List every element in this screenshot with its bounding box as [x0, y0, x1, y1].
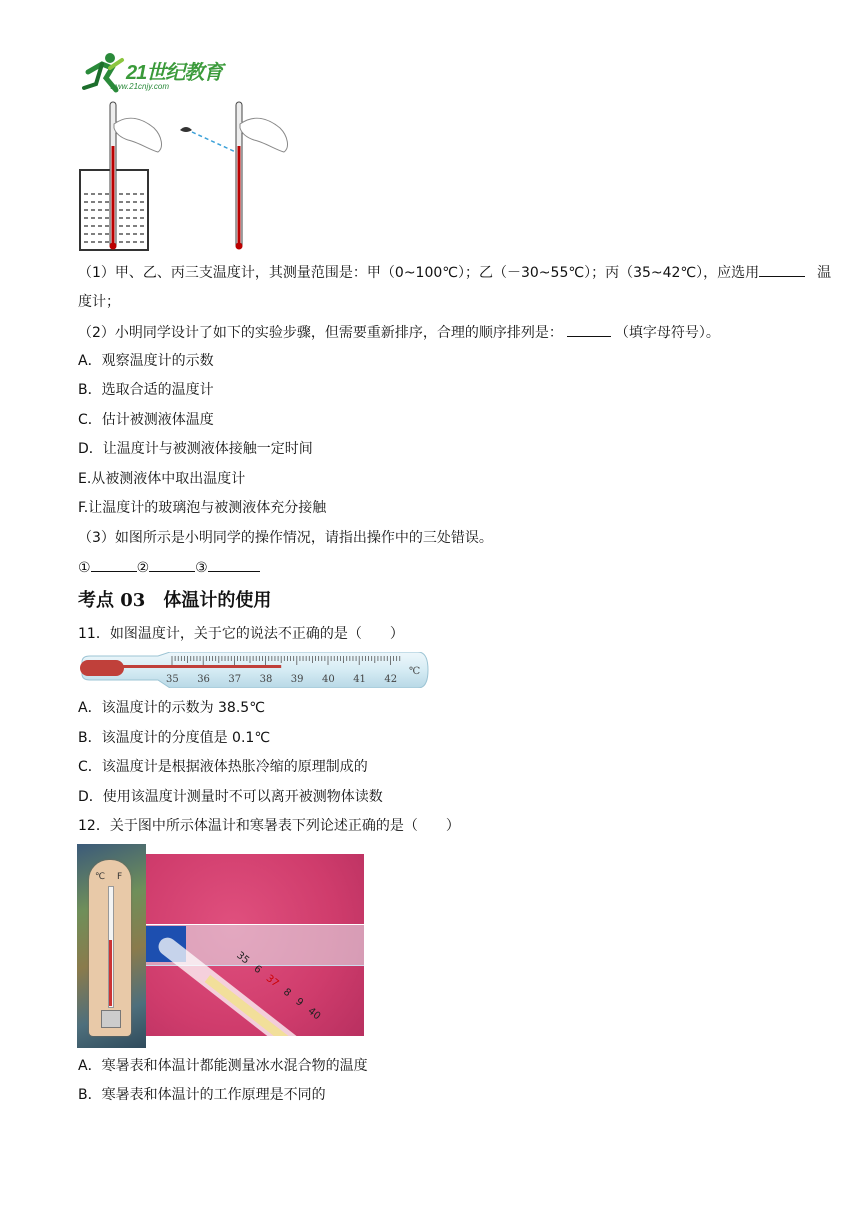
q10-part2-tail: （填字母符号）。: [614, 325, 720, 341]
wall-thermometer-board: [89, 860, 131, 1036]
eye-icon: [180, 127, 192, 132]
q10-part2: [78, 322, 720, 343]
q10-option-e: E.从被测液体中取出温度计: [78, 471, 246, 487]
blank-marker-3: ③: [195, 560, 208, 576]
logo: [80, 50, 250, 94]
scale-label: 40: [322, 674, 335, 685]
hand-icon: [114, 118, 161, 152]
q10-option-f: F.让温度计的玻璃泡与被测液体充分接触: [78, 500, 327, 516]
bulb-icon: [80, 660, 124, 676]
blank-marker-1: ①: [78, 560, 91, 576]
scale-label: 37: [228, 674, 242, 685]
scale-label: 42: [384, 674, 398, 685]
experiment-figure: [78, 98, 308, 254]
answer-blank[interactable]: [91, 557, 137, 572]
q11-option-a: A．该温度计的示数为 38.5℃: [78, 700, 265, 716]
scale-label: 39: [290, 674, 304, 685]
clinical-thermometer-photo: [146, 854, 364, 1036]
logo-sub-text: www.21cnjy.com: [110, 82, 169, 91]
q10-part1: [78, 262, 831, 283]
q10-option-d: D．让温度计与被测液体接触一定时间: [78, 441, 313, 457]
digit-36: 6: [251, 963, 264, 977]
celsius-label: ℃: [95, 872, 106, 882]
answer-blank[interactable]: [149, 557, 195, 572]
q12-option-a: A．寒暑表和体温计都能测量冰水混合物的温度: [78, 1058, 368, 1074]
fahrenheit-label: F: [117, 872, 123, 882]
q12-option-b: B．寒暑表和体温计的工作原理是不同的: [78, 1087, 326, 1103]
answer-blank[interactable]: [759, 262, 805, 277]
logo-main-text: 21世纪教育: [126, 62, 223, 84]
mercury-column: [122, 665, 281, 668]
q11-option-d: D．使用该温度计测量时不可以离开被测物体读数: [78, 789, 383, 805]
q10-part1-cont: 度计；: [78, 294, 120, 310]
digit-39: 9: [293, 996, 306, 1009]
q10-part3: （3）如图所示是小明同学的操作情况，请指出操作中的三处错误。: [78, 530, 493, 546]
q10-part1-text: （1）甲、乙、丙三支温度计，其测量范围是：甲（0~100℃）；乙（－30~55℃）；丙（35~42℃），应选用: [78, 265, 760, 281]
answer-blank[interactable]: [567, 322, 611, 337]
digit-38: 8: [281, 986, 293, 1000]
wall-thermometer-liquid: [109, 940, 112, 1006]
scale-label: 38: [259, 674, 273, 685]
q10-part1-tail: 温: [817, 265, 832, 281]
q10-option-b: B．选取合适的温度计: [78, 382, 214, 398]
clinical-thermometer-figure: [78, 652, 430, 688]
q10-option-a: A．观察温度计的示数: [78, 353, 214, 369]
wall-thermometer-base: [101, 1010, 121, 1028]
q10-part2-text: （2）小明同学设计了如下的实验步骤，但需要重新排序，合理的顺序排列是：: [78, 325, 563, 341]
q10-blanks: [78, 557, 260, 578]
section-title: 考点 03 体温计的使用: [78, 590, 272, 611]
scale-label: 35: [166, 674, 179, 685]
unit-label: ℃: [409, 666, 421, 677]
digit-37: 37: [263, 973, 281, 990]
sight-line: [192, 132, 240, 154]
wall-thermometer-photo: [77, 844, 146, 1048]
blank-marker-2: ②: [136, 560, 150, 576]
scale-label: 36: [197, 674, 210, 685]
digit-35: 35: [234, 950, 252, 967]
q11-option-b: B．该温度计的分度值是 0.1℃: [78, 730, 271, 746]
q12-stem: 12．关于图中所示体温计和寒暑表下列论述正确的是（ ）: [78, 818, 460, 834]
q11-stem: 11．如图温度计，关于它的说法不正确的是（ ）: [78, 626, 404, 642]
q10-option-c: C．估计被测液体温度: [78, 412, 214, 428]
hand-icon-2: [240, 118, 287, 152]
scale-label: 41: [353, 674, 366, 685]
answer-blank[interactable]: [208, 557, 260, 572]
q11-option-c: C．该温度计是根据液体热胀冷缩的原理制成的: [78, 759, 368, 775]
digit-40: 40: [305, 1005, 323, 1023]
